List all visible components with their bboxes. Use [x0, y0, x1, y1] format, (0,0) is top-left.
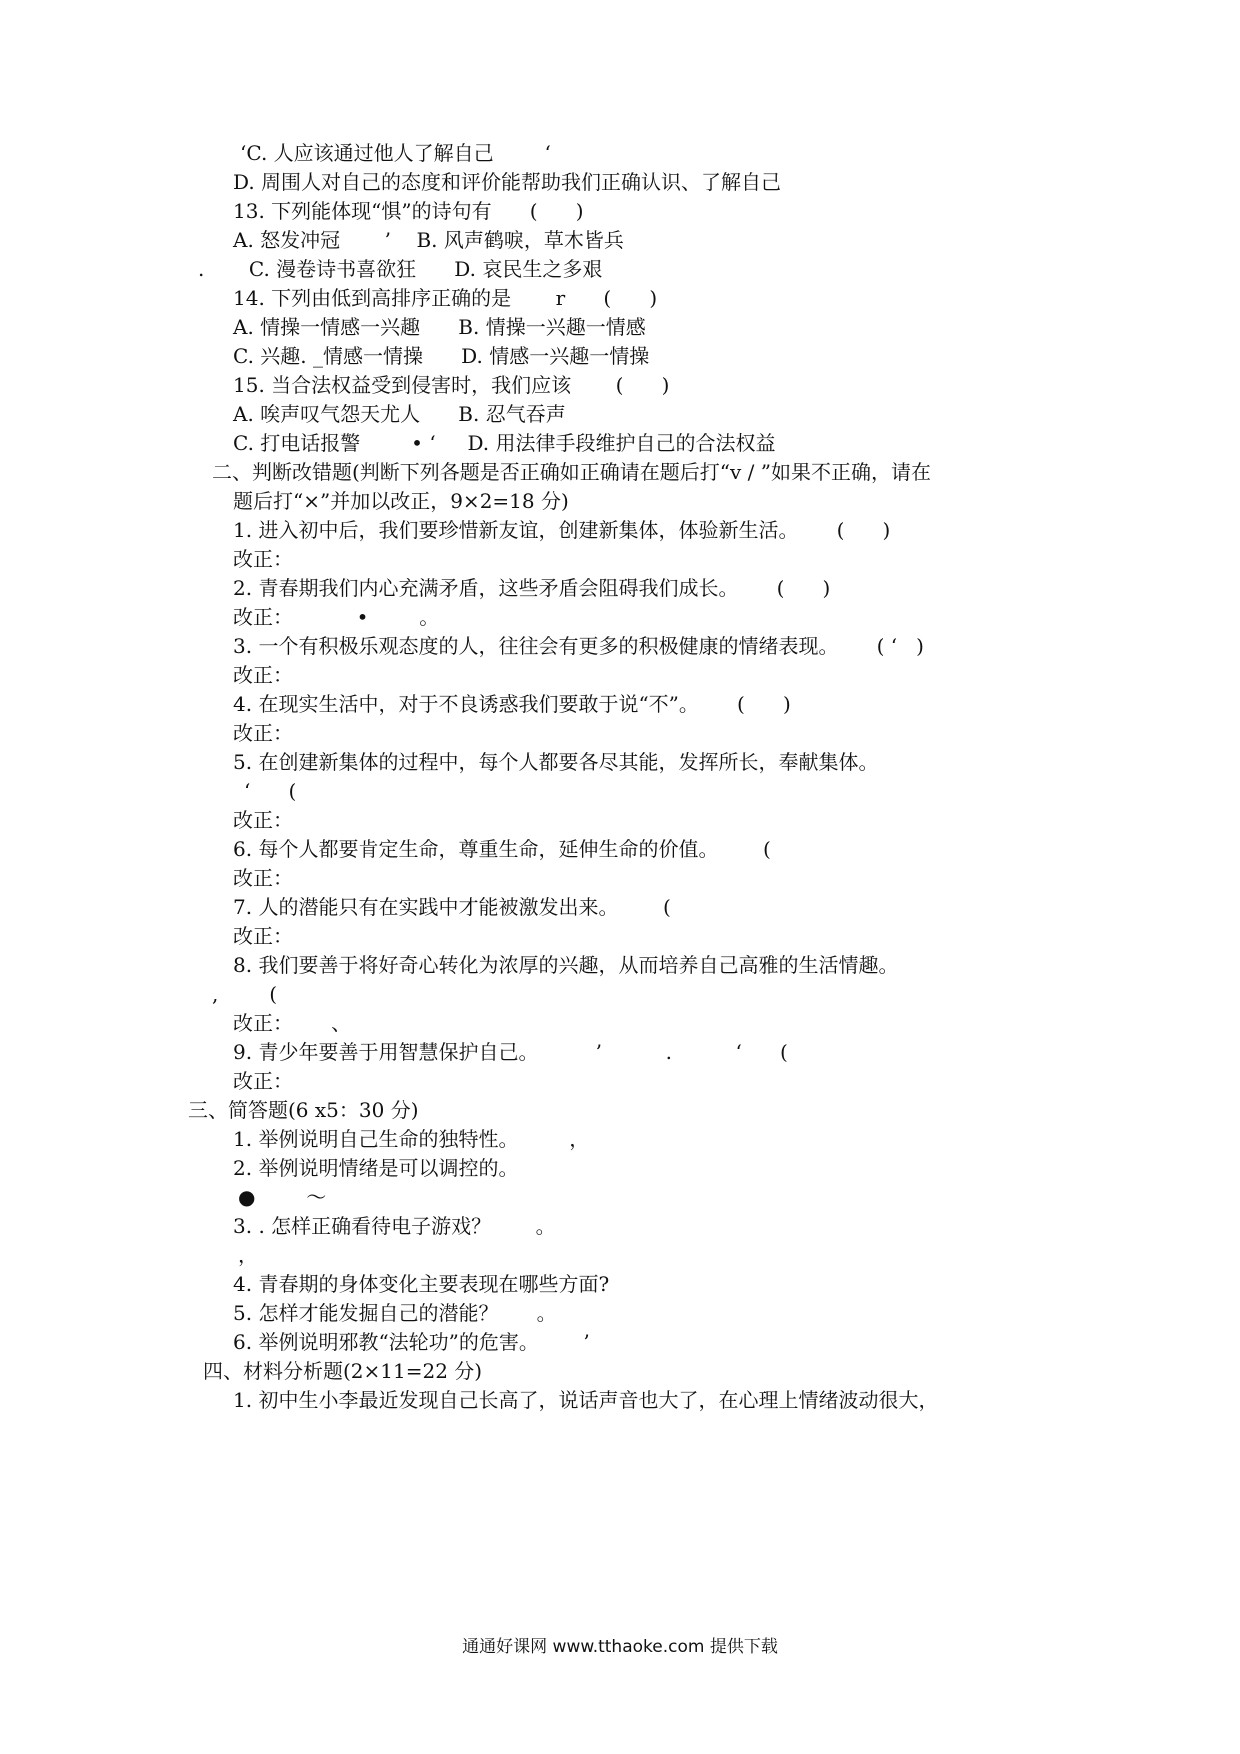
question-13-options-cd: . C. 漫卷诗书喜欲狂 D. 哀民生之多艰 — [198, 257, 603, 281]
correction-label-1: 改正： — [233, 547, 293, 571]
section-4-heading: 四、材料分析题(2×11=22 分) — [203, 1359, 483, 1383]
question-14-options-cd: C. 兴趣. _情感一情操 D. 情感一兴趣一情操 — [233, 344, 650, 368]
short-answer-4: 4. 青春期的身体变化主要表现在哪些方面? — [233, 1272, 610, 1296]
option-13d-line: D. 周围人对自己的态度和评价能帮助我们正确认识、了解自己 — [233, 170, 782, 194]
correction-label-8: 改正： 、 — [233, 1011, 352, 1035]
judge-item-3: 3. 一个有积极乐观态度的人，往往会有更多的积极健康的情绪表现。 ( ‘ ) — [233, 634, 924, 658]
judge-item-8: 8. 我们要善于将好奇心转化为浓厚的兴趣，从而培养自己高雅的生活情趣。 — [233, 953, 899, 977]
judge-item-5-cont: ‘ ( — [244, 779, 297, 803]
correction-label-4: 改正： — [233, 721, 293, 745]
judge-item-4: 4. 在现实生活中，对于不良诱惑我们要敢于说“不”。 ( ) — [233, 692, 791, 716]
judge-item-2: 2. 青春期我们内心充满矛盾，这些矛盾会阻碍我们成长。 ( ) — [233, 576, 831, 600]
short-answer-2: 2. 举例说明情绪是可以调控的。 — [233, 1156, 519, 1180]
question-15: 15. 当合法权益受到侵害时，我们应该 ( ) — [233, 373, 670, 397]
correction-label-3: 改正： — [233, 663, 293, 687]
page-footer: 通通好课网 www.tthaoke.com 提供下载 — [462, 1637, 778, 1657]
question-15-options-ab: A. 唉声叹气怨天尤人 B. 忍气吞声 — [233, 402, 566, 426]
short-answer-5: 5. 怎样才能发掘自己的潜能？ 。 — [233, 1301, 557, 1325]
judge-item-6: 6. 每个人都要肯定生命，尊重生命，延伸生命的价值。 ( — [233, 837, 771, 861]
correction-label-6: 改正： — [233, 866, 293, 890]
judge-item-7: 7. 人的潜能只有在实践中才能被激发出来。 ( — [233, 895, 671, 919]
question-13: 13. 下列能体现“惧”的诗句有 ( ) — [233, 199, 584, 223]
correction-label-2: 改正： • 。 — [233, 605, 440, 629]
question-14-options-ab: A. 情操一情感一兴趣 B. 情操一兴趣一情感 — [233, 315, 646, 339]
short-answer-3: 3. . 怎样正确看待电子游戏？ 。 — [233, 1214, 556, 1238]
question-14: 14. 下列由低到高排序正确的是 r ( ) — [233, 286, 658, 310]
section-2-heading: 二、判断改错题(判断下列各题是否正确如正确请在题后打“v / ”如果不正确，请在 — [212, 460, 932, 484]
short-answer-1: 1. 举例说明自己生命的独特性。 ， — [233, 1127, 590, 1151]
stray-marks-line: ● ～ — [238, 1185, 327, 1209]
judge-item-5: 5. 在创建新集体的过程中，每个人都要各尽其能，发挥所长，奉献集体。 — [233, 750, 879, 774]
question-15-options-cd: C. 打电话报警 • ‘ D. 用法律手段维护自己的合法权益 — [233, 431, 776, 455]
stray-comma-line: ， — [238, 1243, 258, 1267]
correction-label-5: 改正： — [233, 808, 293, 832]
judge-item-9: 9. 青少年要善于用智慧保护自己。 ’ . ‘ ( — [233, 1040, 788, 1064]
material-analysis-1: 1. 初中生小李最近发现自己长高了，说话声音也大了，在心理上情绪波动很大， — [233, 1388, 939, 1412]
judge-item-8-cont: , ( — [212, 982, 278, 1006]
option-13c-line: ‘C. 人应该通过他人了解自己 ‘ — [240, 141, 551, 165]
section-3-heading: 三、简答题(6 x5：30 分) — [188, 1098, 419, 1122]
question-13-options-ab: A. 怒发冲冠 ’ B. 风声鹤唳，草木皆兵 — [233, 228, 624, 252]
correction-label-9: 改正： — [233, 1069, 293, 1093]
section-2-heading-cont: 题后打“×”并加以改正，9×2=18 分) — [233, 489, 569, 513]
judge-item-1: 1. 进入初中后，我们要珍惜新友谊，创建新集体，体验新生活。 ( ) — [233, 518, 891, 542]
correction-label-7: 改正： — [233, 924, 293, 948]
short-answer-6: 6. 举例说明邪教“法轮功”的危害。 ’ — [233, 1330, 590, 1354]
